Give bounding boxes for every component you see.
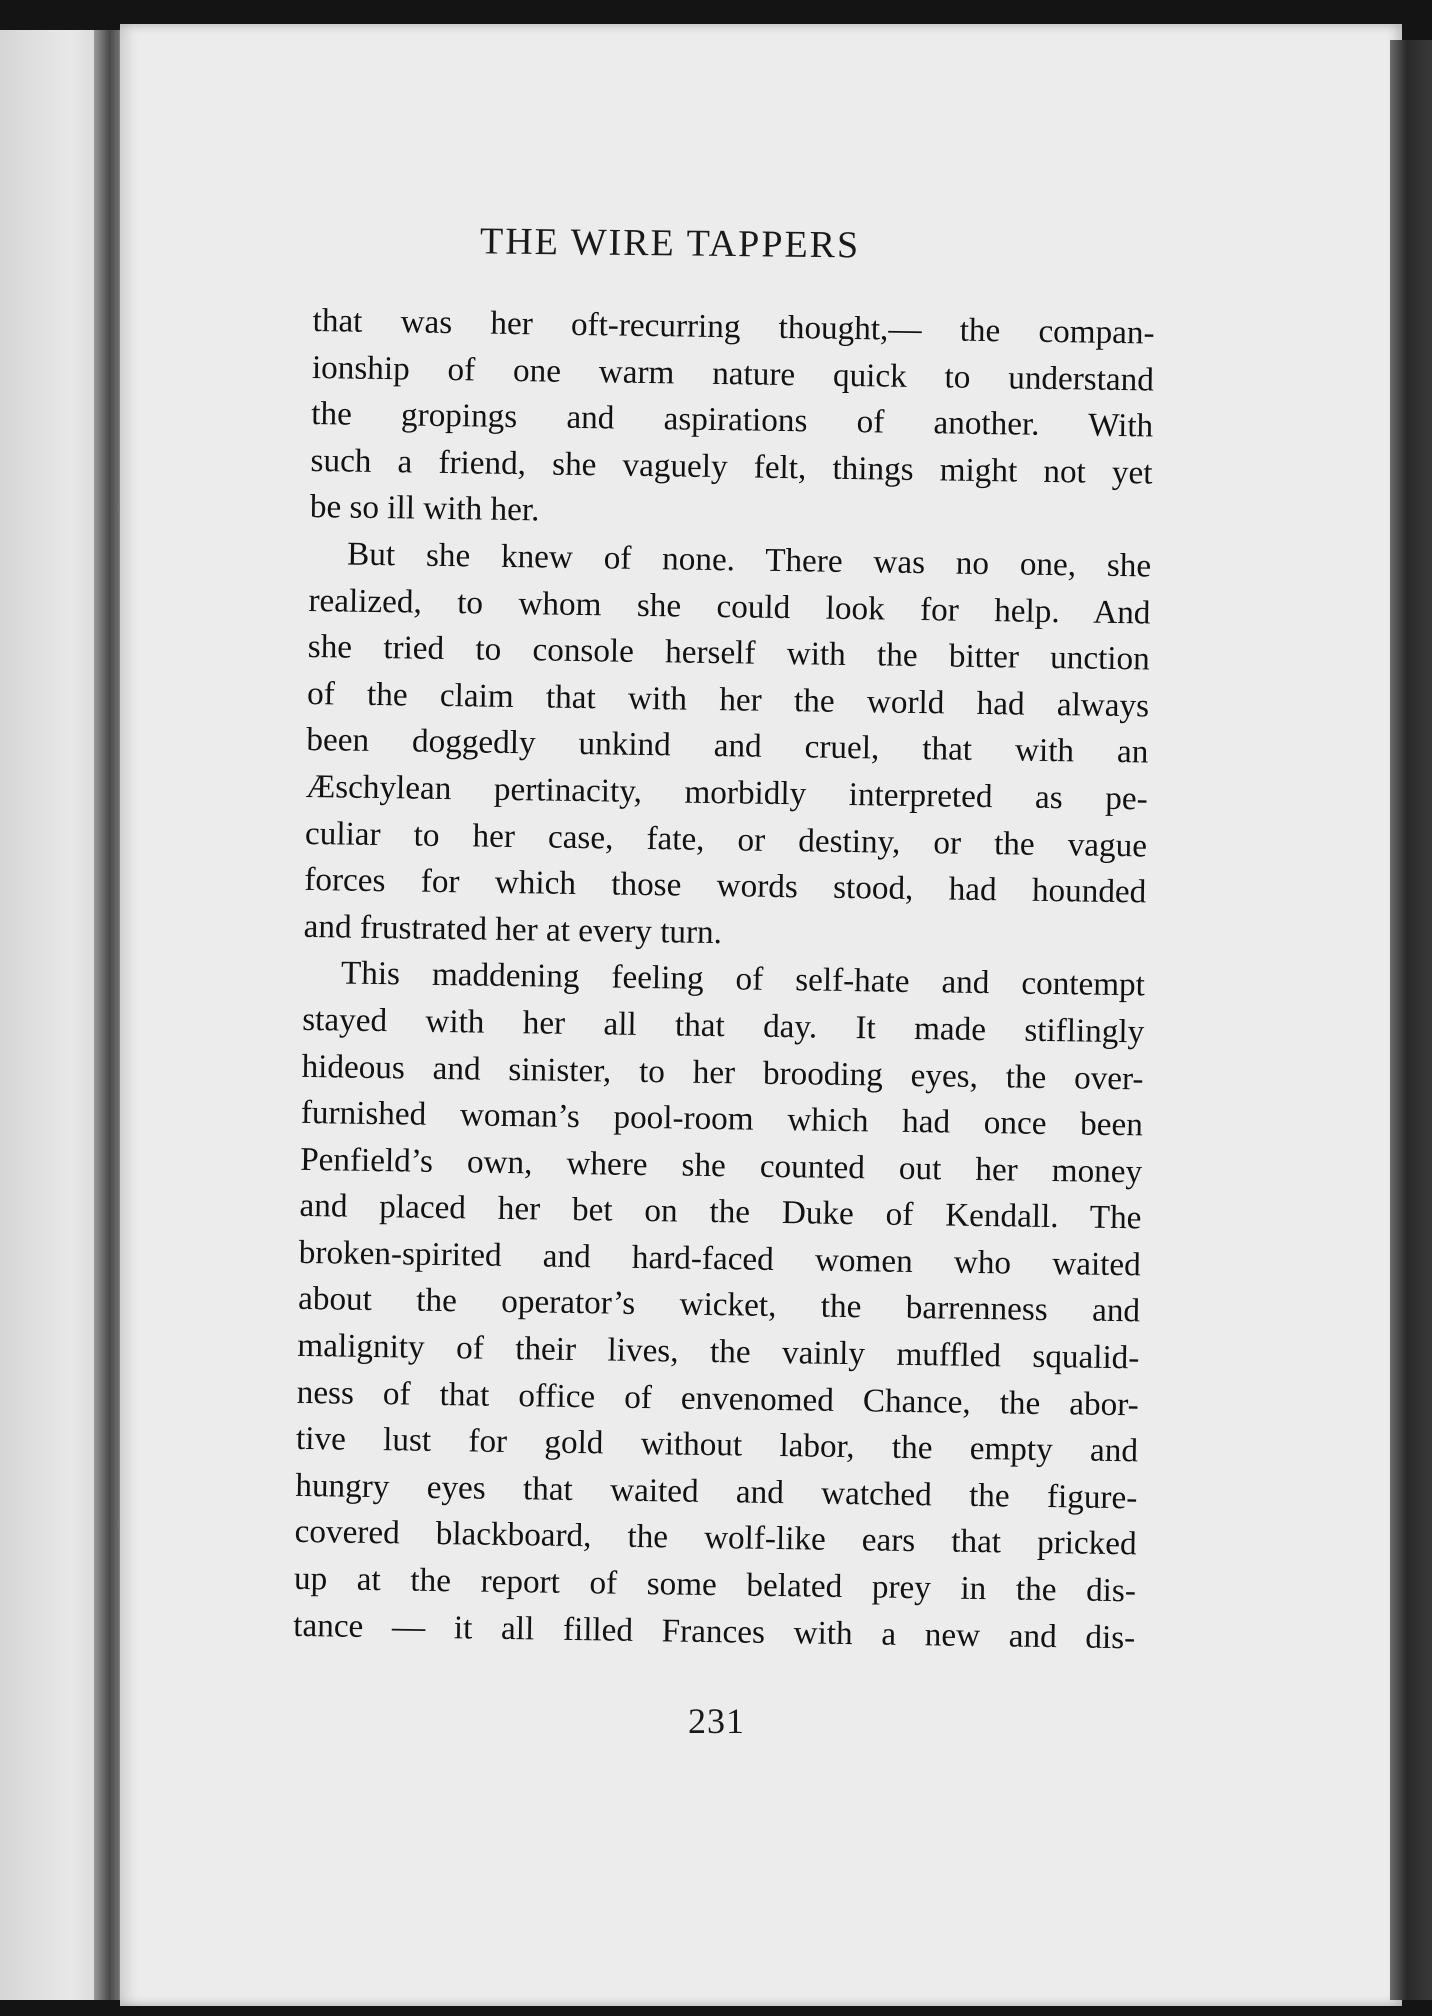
text-line: she tried to console herself with the bitter unction	[307, 628, 1151, 678]
text-line: about the operator’s wicket, the barrenness and	[297, 1280, 1141, 1330]
text-line: stayed with her all that day. It made stiflingly	[302, 1000, 1145, 1051]
text-line: forces for which those words stood, had hounded	[304, 861, 1147, 911]
page-number: 231	[688, 1701, 745, 1741]
text-line: tive lust for gold without labor, the empty and	[295, 1420, 1139, 1470]
text-line: that was her oft-recurring thought,— the compan-	[312, 301, 1155, 352]
paragraph	[303, 531, 1151, 963]
text-line: up at the report of some belated prey in the dis-	[293, 1559, 1137, 1610]
text-line: hungry eyes that waited and watched the figure-	[295, 1466, 1138, 1517]
paragraph	[293, 950, 1145, 1661]
text-line: Penfield’s own, where she counted out her money	[299, 1140, 1143, 1191]
text-line: ness of that office of envenomed Chance, the abor-	[296, 1373, 1139, 1424]
text-line: covered blackboard, the wolf-like ears that pricked	[294, 1513, 1137, 1563]
text-line: and placed her bet on the Duke of Kendall. The	[299, 1187, 1142, 1237]
text-line: malignity of their lives, the vainly muffled squalid-	[297, 1326, 1140, 1377]
text-line: be so ill with her.	[309, 488, 540, 529]
page-edge-shadow	[1390, 40, 1432, 2000]
text-line: broken-spirited and hard-faced women who waited	[298, 1233, 1142, 1284]
text-line: such a friend, she vaguely felt, things might not yet	[310, 441, 1153, 492]
text-line: realized, to whom she could look for help. And	[308, 581, 1151, 632]
text-line: culiar to her case, fate, or destiny, or the vague	[304, 814, 1148, 864]
text-line: furnished woman’s pool-room which had once been	[300, 1094, 1144, 1144]
paragraph	[310, 298, 1155, 543]
text-line: tance — it all filled Frances with a new and dis-	[293, 1606, 1136, 1656]
text-line: This maddening feeling of self-hate and contempt	[340, 954, 1146, 1004]
text-line: of the claim that with her the world had always	[306, 674, 1150, 725]
text-line: the gropings and aspirations of another. With	[311, 395, 1154, 445]
text-line: Æschylean pertinacity, morbidly interpreted as pe-	[305, 767, 1148, 818]
running-head: THE WIRE TAPPERS	[479, 220, 861, 267]
body-text	[293, 298, 1155, 1662]
text-line: hideous and sinister, to her brooding eyes, the over-	[301, 1047, 1144, 1097]
text-line: been doggedly unkind and cruel, that with an	[306, 721, 1149, 771]
text-line: But she knew of none. There was no one, she	[346, 535, 1152, 585]
text-line: and frustrated her at every turn.	[303, 907, 723, 951]
text-line: ionship of one warm nature quick to understand	[311, 348, 1155, 399]
